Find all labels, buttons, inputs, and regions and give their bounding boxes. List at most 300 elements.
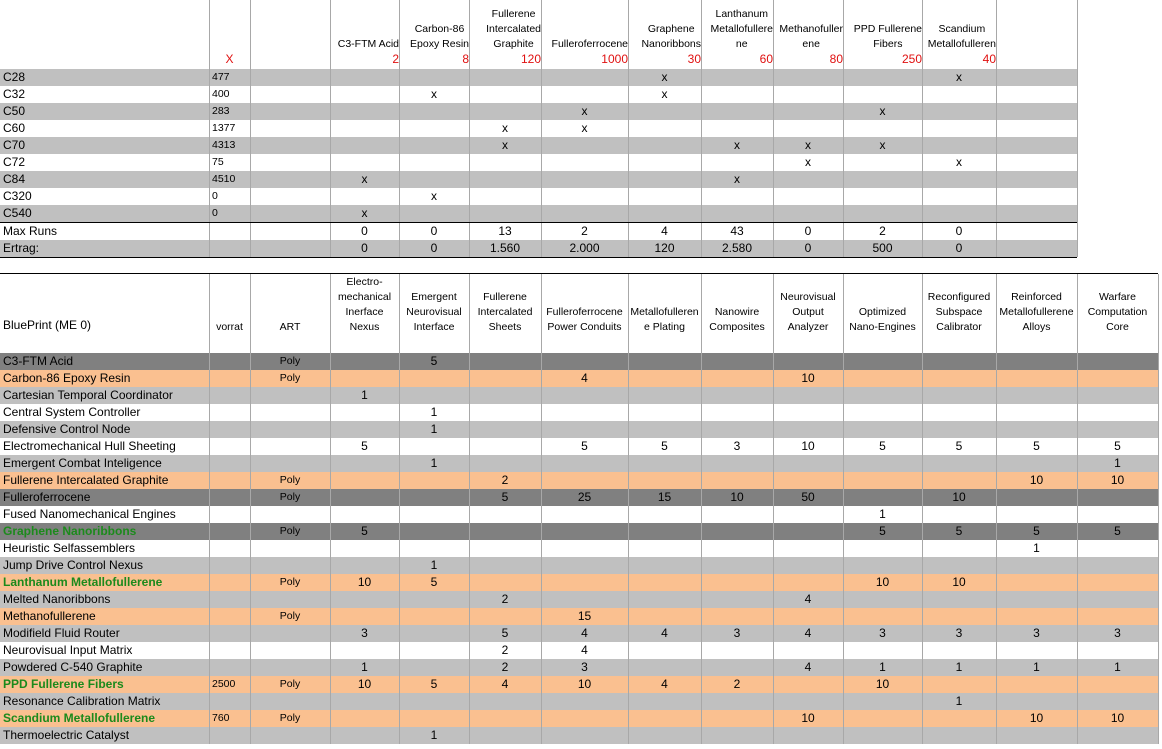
max-runs-value[interactable]: 0 bbox=[361, 224, 368, 238]
vorrat-value[interactable] bbox=[209, 387, 250, 404]
blueprint-value[interactable]: 4 bbox=[501, 677, 509, 691]
blueprint-value[interactable]: 5 bbox=[501, 626, 509, 640]
blueprint-value[interactable]: 5 bbox=[1033, 524, 1040, 538]
blueprint-value[interactable] bbox=[843, 540, 922, 557]
mark-cell[interactable] bbox=[701, 69, 773, 86]
blueprint-value[interactable] bbox=[628, 540, 701, 557]
blueprint-value[interactable]: 4 bbox=[804, 626, 812, 640]
row-label[interactable]: C32 bbox=[3, 87, 26, 101]
blueprint-value[interactable]: 10 bbox=[1110, 711, 1125, 725]
blueprint-value[interactable] bbox=[843, 353, 922, 370]
blueprint-value[interactable] bbox=[330, 472, 399, 489]
max-runs-value[interactable]: 2 bbox=[581, 224, 588, 238]
mark-cell[interactable] bbox=[399, 69, 469, 86]
blueprint-value[interactable] bbox=[922, 540, 996, 557]
vorrat-value[interactable] bbox=[209, 574, 250, 591]
blueprint-value[interactable]: 5 bbox=[1114, 439, 1121, 453]
mark-cell[interactable] bbox=[773, 205, 843, 222]
blueprint-value[interactable] bbox=[628, 591, 701, 608]
mark-cell[interactable] bbox=[628, 188, 701, 205]
mark-cell[interactable]: x bbox=[361, 206, 368, 220]
blueprint-value[interactable]: 10 bbox=[801, 711, 815, 725]
blueprint-value[interactable] bbox=[541, 693, 628, 710]
vorrat-value[interactable] bbox=[209, 370, 250, 387]
blueprint-row-label[interactable]: Fullerene Intercalated Graphite bbox=[3, 473, 169, 487]
blueprint-value[interactable] bbox=[628, 608, 701, 625]
top-column-header[interactable] bbox=[922, 0, 996, 68]
vorrat-value[interactable] bbox=[209, 693, 250, 710]
ertrag-label[interactable]: Ertrag: bbox=[3, 241, 40, 255]
blueprint-value[interactable]: 3 bbox=[1114, 626, 1121, 640]
blueprint-value[interactable]: 5 bbox=[1114, 524, 1121, 538]
row-label[interactable]: C84 bbox=[3, 172, 26, 186]
blueprint-row-label[interactable]: Thermoelectric Catalyst bbox=[3, 728, 130, 742]
art-value[interactable] bbox=[250, 438, 330, 455]
blueprint-value[interactable] bbox=[922, 642, 996, 659]
blueprint-value[interactable] bbox=[701, 540, 773, 557]
ertrag-value[interactable]: 2.580 bbox=[721, 241, 753, 255]
blueprint-value[interactable] bbox=[330, 557, 399, 574]
blueprint-value[interactable] bbox=[1077, 608, 1158, 625]
blueprint-value[interactable] bbox=[701, 693, 773, 710]
blueprint-value[interactable] bbox=[922, 472, 996, 489]
blueprint-value[interactable] bbox=[843, 421, 922, 438]
blueprint-value[interactable]: 1 bbox=[879, 660, 886, 674]
blueprint-value[interactable] bbox=[1077, 387, 1158, 404]
blueprint-value[interactable]: 4 bbox=[581, 371, 588, 385]
vorrat-value[interactable] bbox=[209, 727, 250, 744]
row-label[interactable]: C60 bbox=[3, 121, 26, 135]
blueprint-value[interactable] bbox=[996, 574, 1077, 591]
blueprint-value[interactable] bbox=[773, 693, 843, 710]
vorrat-value[interactable] bbox=[209, 540, 250, 557]
blueprint-value[interactable] bbox=[843, 710, 922, 727]
max-runs-value[interactable]: 43 bbox=[730, 224, 744, 238]
x-column-header[interactable]: X bbox=[225, 52, 234, 66]
blueprint-value[interactable] bbox=[773, 540, 843, 557]
blueprint-value[interactable] bbox=[628, 557, 701, 574]
blueprint-value[interactable] bbox=[701, 523, 773, 540]
blueprint-value[interactable] bbox=[996, 387, 1077, 404]
blueprint-column-header[interactable]: Fullerene Intercalated Sheets bbox=[477, 291, 533, 333]
blueprint-value[interactable] bbox=[996, 676, 1077, 693]
top-column-header[interactable] bbox=[330, 0, 399, 68]
vorrat-value[interactable]: 760 bbox=[212, 712, 230, 724]
blueprint-row-label[interactable]: Methanofullerene bbox=[3, 609, 96, 623]
mark-cell[interactable] bbox=[628, 154, 701, 171]
vorrat-value[interactable] bbox=[209, 455, 250, 472]
vorrat-value[interactable] bbox=[209, 472, 250, 489]
blueprint-value[interactable] bbox=[922, 710, 996, 727]
blueprint-value[interactable] bbox=[541, 472, 628, 489]
mark-cell[interactable] bbox=[469, 103, 541, 120]
art-value[interactable] bbox=[250, 642, 330, 659]
blueprint-value[interactable]: 10 bbox=[875, 575, 890, 589]
qty-value[interactable]: 283 bbox=[212, 105, 230, 117]
blueprint-value[interactable] bbox=[541, 574, 628, 591]
blueprint-column-header[interactable]: Reinforced Metallofullerene Alloys bbox=[999, 291, 1074, 333]
blueprint-value[interactable] bbox=[1077, 574, 1158, 591]
art-value[interactable]: Poly bbox=[279, 712, 301, 724]
blueprint-value[interactable] bbox=[628, 642, 701, 659]
blueprint-value[interactable] bbox=[469, 727, 541, 744]
blueprint-value[interactable] bbox=[1077, 506, 1158, 523]
mark-cell[interactable] bbox=[701, 120, 773, 137]
top-column-header[interactable] bbox=[541, 0, 628, 68]
mark-cell[interactable] bbox=[843, 205, 922, 222]
blueprint-column-header[interactable]: Metallofulleren e Plating bbox=[630, 306, 699, 333]
blueprint-value[interactable] bbox=[996, 591, 1077, 608]
mark-cell[interactable] bbox=[469, 86, 541, 103]
blueprint-value[interactable] bbox=[922, 404, 996, 421]
mark-cell[interactable] bbox=[701, 188, 773, 205]
art-value[interactable] bbox=[250, 404, 330, 421]
blueprint-value[interactable] bbox=[701, 353, 773, 370]
art-value[interactable] bbox=[250, 506, 330, 523]
top-column-header[interactable] bbox=[843, 0, 922, 68]
mark-cell[interactable] bbox=[330, 120, 399, 137]
blueprint-value[interactable] bbox=[773, 404, 843, 421]
mark-cell[interactable]: x bbox=[661, 87, 668, 101]
blueprint-column-header[interactable]: Nanowire Composites bbox=[709, 306, 765, 333]
blueprint-value[interactable]: 5 bbox=[361, 524, 368, 538]
blueprint-value[interactable] bbox=[330, 727, 399, 744]
blueprint-row-label[interactable]: PPD Fullerene Fibers bbox=[3, 677, 124, 691]
blueprint-column-header[interactable]: Fulleroferrocene Power Conduits bbox=[546, 306, 623, 333]
blueprint-value[interactable]: 5 bbox=[501, 490, 509, 504]
blueprint-value[interactable] bbox=[469, 370, 541, 387]
blueprint-value[interactable]: 1 bbox=[1114, 660, 1121, 674]
blueprint-value[interactable] bbox=[701, 642, 773, 659]
mark-cell[interactable] bbox=[701, 205, 773, 222]
blueprint-value[interactable] bbox=[701, 472, 773, 489]
blueprint-column-header[interactable]: Electro- mechanical Inerface Nexus bbox=[337, 276, 392, 333]
mark-cell[interactable]: x bbox=[879, 138, 886, 152]
max-runs-value[interactable]: 4 bbox=[661, 224, 668, 238]
blueprint-value[interactable] bbox=[469, 693, 541, 710]
blueprint-row-label[interactable]: Resonance Calibration Matrix bbox=[3, 694, 161, 708]
art-value[interactable]: Poly bbox=[279, 525, 301, 537]
blueprint-value[interactable] bbox=[773, 574, 843, 591]
ertrag-value[interactable]: 120 bbox=[654, 241, 675, 255]
mark-cell[interactable]: x bbox=[805, 155, 811, 169]
blueprint-value[interactable] bbox=[330, 540, 399, 557]
art-value[interactable]: Poly bbox=[279, 576, 301, 588]
max-runs-value[interactable]: 0 bbox=[430, 224, 438, 238]
blueprint-value[interactable] bbox=[996, 421, 1077, 438]
blueprint-value[interactable] bbox=[628, 472, 701, 489]
mark-cell[interactable] bbox=[922, 188, 996, 205]
blueprint-value[interactable] bbox=[399, 693, 469, 710]
blueprint-value[interactable] bbox=[541, 710, 628, 727]
mark-cell[interactable] bbox=[330, 103, 399, 120]
blueprint-value[interactable] bbox=[541, 591, 628, 608]
mark-cell[interactable] bbox=[773, 188, 843, 205]
blueprint-value[interactable] bbox=[996, 455, 1077, 472]
blueprint-column-header[interactable]: Emergent Neurovisual Interface bbox=[406, 291, 462, 333]
art-value[interactable] bbox=[250, 540, 330, 557]
blueprint-value[interactable] bbox=[469, 455, 541, 472]
blueprint-value[interactable]: 4 bbox=[581, 643, 588, 657]
ertrag-value[interactable]: 0 bbox=[955, 241, 963, 255]
mark-cell[interactable] bbox=[330, 137, 399, 154]
blueprint-value[interactable] bbox=[996, 727, 1077, 744]
blueprint-value[interactable] bbox=[399, 710, 469, 727]
blueprint-value[interactable]: 3 bbox=[581, 660, 588, 674]
blueprint-value[interactable] bbox=[399, 659, 469, 676]
blueprint-value[interactable] bbox=[469, 404, 541, 421]
blueprint-value[interactable]: 5 bbox=[1033, 439, 1040, 453]
mark-cell[interactable] bbox=[773, 103, 843, 120]
mark-cell[interactable] bbox=[330, 69, 399, 86]
mark-cell[interactable] bbox=[701, 103, 773, 120]
blueprint-value[interactable]: 1 bbox=[361, 660, 368, 674]
blueprint-value[interactable] bbox=[469, 421, 541, 438]
mark-cell[interactable] bbox=[469, 188, 541, 205]
blueprint-value[interactable] bbox=[1077, 557, 1158, 574]
mark-cell[interactable] bbox=[330, 154, 399, 171]
art-value[interactable] bbox=[250, 727, 330, 744]
blueprint-value[interactable] bbox=[773, 421, 843, 438]
qty-value[interactable]: 400 bbox=[212, 88, 230, 100]
blueprint-value[interactable] bbox=[701, 574, 773, 591]
blueprint-row-label[interactable]: Jump Drive Control Nexus bbox=[3, 558, 144, 572]
blueprint-value[interactable] bbox=[843, 693, 922, 710]
mark-cell[interactable] bbox=[922, 205, 996, 222]
blueprint-value[interactable]: 5 bbox=[361, 439, 368, 453]
blueprint-value[interactable] bbox=[399, 608, 469, 625]
blueprint-value[interactable] bbox=[922, 727, 996, 744]
mark-cell[interactable] bbox=[922, 86, 996, 103]
blueprint-row-label[interactable]: Graphene Nanoribbons bbox=[3, 524, 137, 538]
art-value[interactable]: Poly bbox=[279, 610, 301, 622]
blueprint-value[interactable]: 5 bbox=[955, 524, 963, 538]
blueprint-value[interactable]: 5 bbox=[661, 439, 668, 453]
blueprint-value[interactable] bbox=[1077, 642, 1158, 659]
blueprint-value[interactable] bbox=[701, 557, 773, 574]
blueprint-value[interactable] bbox=[701, 591, 773, 608]
blueprint-value[interactable]: 2 bbox=[501, 660, 509, 674]
blueprint-value[interactable]: 3 bbox=[733, 626, 741, 640]
blueprint-value[interactable] bbox=[628, 574, 701, 591]
blueprint-value[interactable] bbox=[701, 421, 773, 438]
vorrat-value[interactable] bbox=[209, 608, 250, 625]
blueprint-value[interactable] bbox=[330, 591, 399, 608]
blueprint-value[interactable] bbox=[469, 523, 541, 540]
blueprint-value[interactable] bbox=[541, 387, 628, 404]
blueprint-value[interactable] bbox=[922, 591, 996, 608]
blueprint-value[interactable] bbox=[330, 642, 399, 659]
mark-cell[interactable] bbox=[843, 69, 922, 86]
mark-cell[interactable]: x bbox=[502, 121, 508, 135]
blueprint-value[interactable] bbox=[330, 608, 399, 625]
blueprint-value[interactable] bbox=[628, 727, 701, 744]
blueprint-value[interactable]: 5 bbox=[581, 439, 588, 453]
mark-cell[interactable] bbox=[701, 86, 773, 103]
ertrag-value[interactable]: 0 bbox=[430, 241, 438, 255]
blueprint-value[interactable] bbox=[330, 693, 399, 710]
blueprint-value[interactable] bbox=[922, 455, 996, 472]
blueprint-column-header[interactable]: Optimized Nano-Engines bbox=[849, 306, 916, 333]
qty-value[interactable]: 4510 bbox=[212, 173, 236, 185]
blueprint-value[interactable] bbox=[843, 370, 922, 387]
mark-cell[interactable]: x bbox=[661, 70, 668, 84]
mark-cell[interactable] bbox=[399, 103, 469, 120]
blueprint-value[interactable]: 10 bbox=[1110, 473, 1125, 487]
row-label[interactable]: C70 bbox=[3, 138, 26, 152]
blueprint-value[interactable]: 1 bbox=[955, 694, 963, 708]
blueprint-value[interactable] bbox=[541, 506, 628, 523]
blueprint-value[interactable] bbox=[469, 710, 541, 727]
mark-cell[interactable]: x bbox=[502, 138, 508, 152]
mark-cell[interactable] bbox=[922, 171, 996, 188]
blueprint-value[interactable] bbox=[541, 523, 628, 540]
blueprint-value[interactable] bbox=[628, 523, 701, 540]
blueprint-row-label[interactable]: Neurovisual Input Matrix bbox=[3, 643, 133, 657]
blueprint-value[interactable] bbox=[541, 540, 628, 557]
blueprint-value[interactable] bbox=[996, 506, 1077, 523]
art-value[interactable] bbox=[250, 591, 330, 608]
blueprint-value[interactable] bbox=[701, 727, 773, 744]
blueprint-value[interactable]: 4 bbox=[804, 592, 812, 606]
blueprint-row-label[interactable]: C3-FTM Acid bbox=[3, 354, 74, 368]
mark-cell[interactable] bbox=[469, 154, 541, 171]
blueprint-value[interactable]: 3 bbox=[1033, 626, 1040, 640]
blueprint-value[interactable]: 1 bbox=[1114, 456, 1121, 470]
art-value[interactable]: Poly bbox=[279, 355, 301, 367]
blueprint-value[interactable] bbox=[1077, 421, 1158, 438]
vorrat-value[interactable] bbox=[209, 642, 250, 659]
mark-cell[interactable] bbox=[922, 137, 996, 154]
qty-value[interactable]: 0 bbox=[212, 207, 218, 219]
blueprint-value[interactable] bbox=[773, 472, 843, 489]
blueprint-value[interactable] bbox=[996, 557, 1077, 574]
blueprint-value[interactable]: 1 bbox=[1033, 541, 1040, 555]
blueprint-value[interactable] bbox=[330, 353, 399, 370]
blueprint-value[interactable] bbox=[1077, 676, 1158, 693]
mark-cell[interactable]: x bbox=[734, 138, 740, 152]
blueprint-value[interactable] bbox=[541, 557, 628, 574]
mark-cell[interactable]: x bbox=[956, 155, 962, 169]
top-column-header[interactable] bbox=[628, 0, 701, 68]
vorrat-header[interactable]: vorrat bbox=[216, 321, 243, 333]
blueprint-value[interactable] bbox=[1077, 591, 1158, 608]
blueprint-row-label[interactable]: Carbon-86 Epoxy Resin bbox=[3, 371, 131, 385]
blueprint-value[interactable] bbox=[701, 370, 773, 387]
blueprint-value[interactable] bbox=[701, 387, 773, 404]
blueprint-value[interactable] bbox=[399, 523, 469, 540]
qty-value[interactable]: 477 bbox=[212, 71, 230, 83]
blueprint-value[interactable] bbox=[701, 404, 773, 421]
blueprint-row-label[interactable]: Melted Nanoribbons bbox=[3, 592, 111, 606]
blueprint-value[interactable] bbox=[773, 676, 843, 693]
blueprint-row-label[interactable]: Lanthanum Metallofullerene bbox=[3, 575, 163, 589]
blueprint-value[interactable]: 3 bbox=[361, 626, 368, 640]
blueprint-value[interactable] bbox=[701, 659, 773, 676]
mark-cell[interactable] bbox=[773, 120, 843, 137]
max-runs-value[interactable]: 0 bbox=[804, 224, 812, 238]
blueprint-value[interactable] bbox=[399, 370, 469, 387]
mark-cell[interactable] bbox=[399, 154, 469, 171]
mark-cell[interactable]: x bbox=[361, 172, 368, 186]
art-value[interactable]: Poly bbox=[279, 474, 301, 486]
blueprint-value[interactable] bbox=[330, 455, 399, 472]
blueprint-value[interactable]: 50 bbox=[801, 490, 815, 504]
mark-cell[interactable] bbox=[541, 137, 628, 154]
blueprint-value[interactable]: 2 bbox=[733, 677, 741, 691]
mark-cell[interactable] bbox=[541, 171, 628, 188]
blueprint-value[interactable] bbox=[330, 506, 399, 523]
blueprint-value[interactable]: 10 bbox=[1029, 473, 1044, 487]
blueprint-value[interactable] bbox=[701, 608, 773, 625]
blueprint-value[interactable] bbox=[628, 370, 701, 387]
mark-cell[interactable] bbox=[843, 120, 922, 137]
blueprint-value[interactable]: 15 bbox=[577, 609, 592, 623]
blueprint-value[interactable] bbox=[843, 608, 922, 625]
blueprint-value[interactable]: 10 bbox=[730, 490, 744, 504]
mark-cell[interactable] bbox=[843, 154, 922, 171]
blueprint-value[interactable] bbox=[843, 404, 922, 421]
mark-cell[interactable] bbox=[399, 171, 469, 188]
blueprint-value[interactable] bbox=[541, 455, 628, 472]
blueprint-value[interactable] bbox=[773, 455, 843, 472]
blueprint-value[interactable] bbox=[628, 421, 701, 438]
blueprint-value[interactable]: 5 bbox=[955, 439, 963, 453]
blueprint-value[interactable] bbox=[628, 710, 701, 727]
vorrat-value[interactable] bbox=[209, 557, 250, 574]
blueprint-value[interactable]: 10 bbox=[1029, 711, 1044, 725]
blueprint-value[interactable] bbox=[469, 608, 541, 625]
blueprint-value[interactable] bbox=[996, 370, 1077, 387]
blueprint-value[interactable]: 3 bbox=[879, 626, 886, 640]
blueprint-value[interactable] bbox=[628, 387, 701, 404]
mark-cell[interactable] bbox=[469, 205, 541, 222]
blueprint-value[interactable] bbox=[541, 353, 628, 370]
mark-cell[interactable]: x bbox=[956, 70, 962, 84]
blueprint-column-header[interactable]: Reconfigured Subspace Calibrator bbox=[927, 291, 991, 333]
mark-cell[interactable] bbox=[469, 69, 541, 86]
mark-cell[interactable]: x bbox=[431, 189, 437, 203]
blueprint-value[interactable] bbox=[469, 557, 541, 574]
max-runs-value[interactable]: 2 bbox=[879, 224, 886, 238]
blueprint-value[interactable] bbox=[399, 591, 469, 608]
blueprint-value[interactable]: 4 bbox=[804, 660, 812, 674]
blueprint-row-label[interactable]: Electromechanical Hull Sheeting bbox=[3, 439, 176, 453]
max-runs-value[interactable]: 13 bbox=[498, 224, 512, 238]
blueprint-value[interactable]: 1 bbox=[430, 405, 438, 419]
blueprint-value[interactable] bbox=[773, 506, 843, 523]
blueprint-value[interactable] bbox=[330, 404, 399, 421]
blueprint-row-label[interactable]: Central System Controller bbox=[3, 405, 141, 419]
mark-cell[interactable] bbox=[701, 154, 773, 171]
qty-value[interactable]: 75 bbox=[212, 156, 224, 168]
blueprint-value[interactable]: 10 bbox=[875, 677, 890, 691]
blueprint-value[interactable] bbox=[541, 404, 628, 421]
blueprint-value[interactable] bbox=[330, 710, 399, 727]
mark-cell[interactable] bbox=[469, 171, 541, 188]
mark-cell[interactable] bbox=[773, 171, 843, 188]
spacer-row[interactable] bbox=[0, 336, 1158, 353]
blueprint-value[interactable]: 5 bbox=[879, 439, 886, 453]
blueprint-value[interactable] bbox=[469, 574, 541, 591]
top-column-header[interactable] bbox=[773, 0, 843, 68]
mark-cell[interactable] bbox=[843, 86, 922, 103]
blueprint-value[interactable]: 10 bbox=[577, 677, 592, 691]
blueprint-value[interactable] bbox=[1077, 370, 1158, 387]
blueprint-row-label[interactable]: Cartesian Temporal Coordinator bbox=[3, 388, 173, 402]
blueprint-value[interactable] bbox=[922, 353, 996, 370]
blueprint-value[interactable]: 4 bbox=[661, 626, 668, 640]
